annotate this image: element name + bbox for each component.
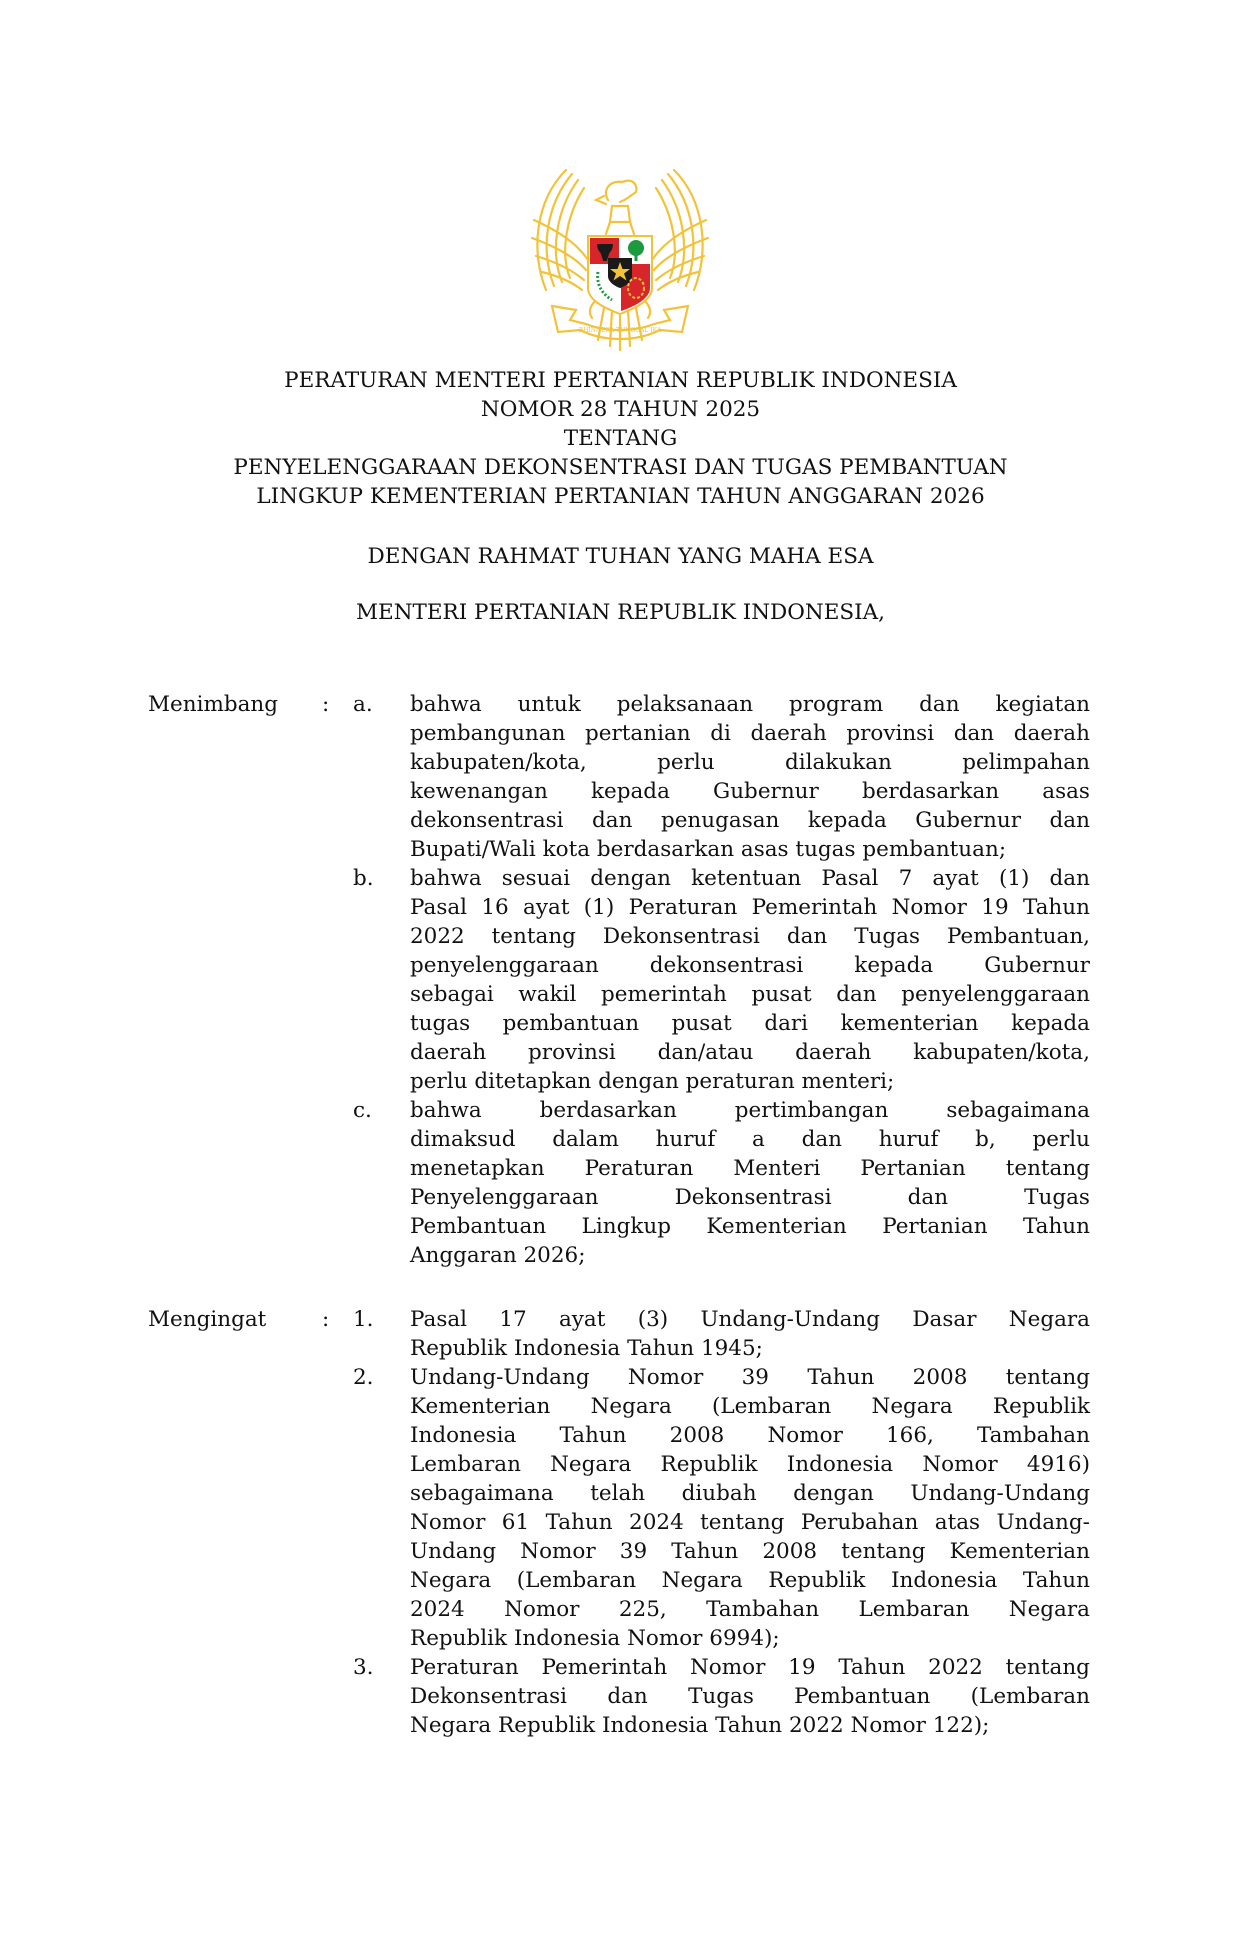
text-line: 2024 Nomor 225, Tambahan Lembaran Negara [410,1597,1090,1622]
item-text [410,1096,1090,1270]
text-line: menetapkan Peraturan Menteri Pertanian tentang [410,1156,1090,1181]
text-line: dekonsentrasi dan penugasan kepada Gubernur dan [410,808,1090,833]
garuda-pancasila-emblem-icon [526,160,714,354]
text-line: sebagai wakil pemerintah pusat dan penyelenggaraan [410,982,1090,1007]
item-number: 2. [353,1365,374,1390]
text-line: sebagaimana telah diubah dengan Undang-Undang [410,1481,1090,1506]
text-line: bahwa untuk pelaksanaan program dan kegiatan [410,692,1090,717]
text-line: kewenangan kepada Gubernur berdasarkan asas [410,779,1090,804]
item-text [410,1363,1090,1653]
mengingat-colon: : [322,1307,330,1332]
text-line: Nomor 61 Tahun 2024 tentang Perubahan atas Undang- [410,1510,1090,1535]
item-letter: c. [353,1098,372,1123]
text-line: Undang-Undang Nomor 39 Tahun 2008 tentang [410,1365,1090,1390]
text-line: tugas pembantuan pusat dari kementerian kepada [410,1011,1090,1036]
item-text [410,864,1090,1096]
text-line: Negara (Lembaran Negara Republik Indonesia Tahun [410,1568,1090,1593]
text-line: Pembantuan Lingkup Kementerian Pertanian Tahun [410,1214,1090,1239]
text-line: Dekonsentrasi dan Tugas Pembantuan (Lembaran [410,1684,1090,1709]
text-line: dimaksud dalam huruf a dan huruf b, perlu [410,1127,1090,1152]
text-line: pembangunan pertanian di daerah provinsi dan daerah [410,721,1090,746]
item-letter: b. [353,866,374,891]
invocation: DENGAN RAHMAT TUHAN YANG MAHA ESA [367,544,874,569]
item-number: 1. [353,1307,374,1332]
text-line: Anggaran 2026; [410,1243,586,1268]
text-line: Pasal 17 ayat (3) Undang-Undang Dasar Negara [410,1307,1090,1332]
menimbang-colon: : [322,692,330,717]
item-text [410,1305,1090,1363]
text-line: daerah provinsi dan/atau daerah kabupaten/kota, [410,1040,1090,1065]
text-line: 2022 tentang Dekonsentrasi dan Tugas Pembantuan, [410,924,1090,949]
text-line: bahwa berdasarkan pertimbangan sebagaimana [410,1098,1090,1123]
regulation-tentang: TENTANG [563,426,678,451]
item-text [410,1653,1090,1740]
text-line: Republik Indonesia Nomor 6994); [410,1626,780,1651]
text-line: Bupati/Wali kota berdasarkan asas tugas pembantuan; [410,837,1007,862]
text-line: Penyelenggaraan Dekonsentrasi dan Tugas [410,1185,1090,1210]
text-line: kabupaten/kota, perlu dilakukan pelimpahan [410,750,1090,775]
text-line: Indonesia Tahun 2008 Nomor 166, Tambahan [410,1423,1090,1448]
text-line: Lembaran Negara Republik Indonesia Nomor 4916) [410,1452,1090,1477]
text-line: Kementerian Negara (Lembaran Negara Republik [410,1394,1090,1419]
text-line: Negara Republik Indonesia Tahun 2022 Nomor 122); [410,1713,990,1738]
text-line: Peraturan Pemerintah Nomor 19 Tahun 2022 tentang [410,1655,1090,1680]
item-number: 3. [353,1655,374,1680]
text-line: Undang Nomor 39 Tahun 2008 tentang Kementerian [410,1539,1090,1564]
text-line: perlu ditetapkan dengan peraturan menteri; [410,1069,895,1094]
regulation-subject-line-2: LINGKUP KEMENTERIAN PERTANIAN TAHUN ANGGARAN 2026 [256,484,985,509]
issuer: MENTERI PERTANIAN REPUBLIK INDONESIA, [355,600,886,625]
text-line: Pasal 16 ayat (1) Peraturan Pemerintah Nomor 19 Tahun [410,895,1090,920]
text-line: Republik Indonesia Tahun 1945; [410,1336,763,1361]
menimbang-label: Menimbang [148,692,279,717]
regulation-subject-line-1: PENYELENGGARAAN DEKONSENTRASI DAN TUGAS PEMBANTUAN [233,455,1008,480]
regulation-title: PERATURAN MENTERI PERTANIAN REPUBLIK INDONESIA [284,368,957,393]
text-line: bahwa sesuai dengan ketentuan Pasal 7 ayat (1) dan [410,866,1090,891]
item-text [410,690,1090,864]
regulation-number: NOMOR 28 TAHUN 2025 [480,397,761,422]
item-letter: a. [353,692,373,717]
text-line: penyelenggaraan dekonsentrasi kepada Gubernur [410,953,1090,978]
mengingat-label: Mengingat [148,1307,267,1332]
emblem-motto: BHINNEKA TUNGGAL IKA [578,327,662,334]
